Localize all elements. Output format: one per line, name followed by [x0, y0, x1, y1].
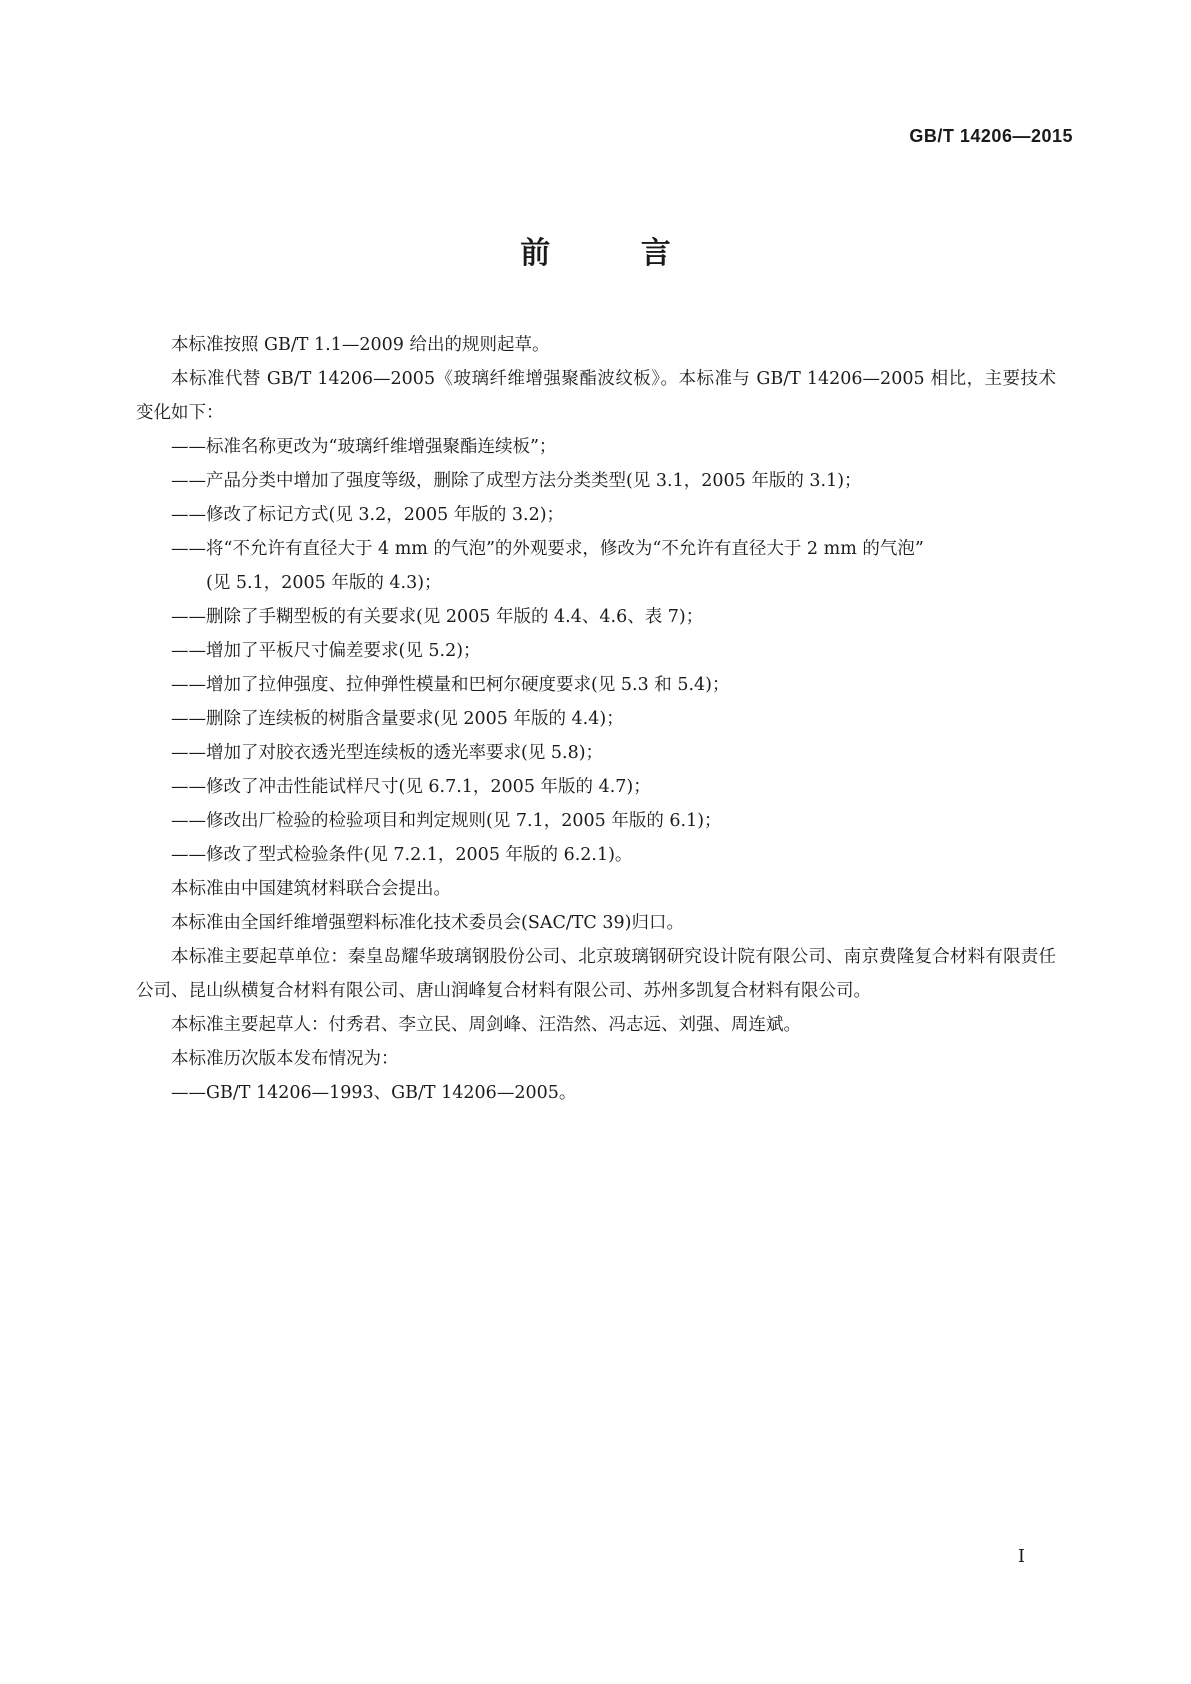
- standard-number: GB/T 14206—2015: [909, 126, 1073, 146]
- list-item: ——产品分类中增加了强度等级，删除了成型方法分类类型(见 3.1，2005 年版的 3.1)；: [171, 471, 862, 491]
- paragraph-drafting-rules: 本标准按照 GB/T 1.1—2009 给出的规则起草。: [171, 335, 550, 355]
- paragraph-proposer: 本标准由中国建筑材料联合会提出。: [171, 879, 451, 899]
- document-body: [136, 328, 1056, 1110]
- list-item: ——标准名称更改为“玻璃纤维增强聚酯连续板”；: [171, 437, 557, 457]
- list-item: ——增加了拉伸强度、拉伸弹性模量和巴柯尔硬度要求(见 5.3 和 5.4)；: [171, 675, 730, 695]
- list-item-continuation: (见 5.1，2005 年版的 4.3)；: [206, 573, 442, 593]
- list-item: ——修改出厂检验的检验项目和判定规则(见 7.1，2005 年版的 6.1)；: [171, 811, 722, 831]
- paragraph-history: 本标准历次版本发布情况为：: [171, 1049, 399, 1069]
- paragraph-drafters: 本标准主要起草人：付秀君、李立民、周剑峰、汪浩然、冯志远、刘强、周连斌。: [171, 1015, 801, 1035]
- page-title: 前 言: [520, 236, 711, 271]
- list-item: ——删除了连续板的树脂含量要求(见 2005 年版的 4.4)；: [171, 709, 624, 729]
- changes-list: [136, 430, 1056, 872]
- list-item: ——修改了标记方式(见 3.2，2005 年版的 3.2)；: [171, 505, 565, 525]
- paragraph-replacement: 本标准代替 GB/T 14206—2005《玻璃纤维增强聚酯波纹板》。本标准与 GB/T 14206—2005 相比，主要技术变化如下：: [136, 369, 1056, 423]
- list-item: ——增加了对胶衣透光型连续板的透光率要求(见 5.8)；: [171, 743, 604, 763]
- list-item: ——增加了平板尺寸偏差要求(见 5.2)；: [171, 641, 481, 661]
- list-item: ——修改了冲击性能试样尺寸(见 6.7.1，2005 年版的 4.7)；: [171, 777, 651, 797]
- list-item: [136, 532, 1056, 600]
- paragraph-drafting-units: 本标准主要起草单位：秦皇岛耀华玻璃钢股份公司、北京玻璃钢研究设计院有限公司、南京费隆复合材料有限责任公司、昆山纵横复合材料有限公司、唐山润峰复合材料有限公司、苏州多凯复合材料有限公司。: [136, 947, 1056, 1001]
- list-item-text: ——将“不允许有直径大于 4 mm 的气泡”的外观要求，修改为“不允许有直径大于 2 mm 的气泡”: [171, 539, 924, 559]
- history-item: ——GB/T 14206—1993、GB/T 14206—2005。: [171, 1083, 577, 1103]
- list-item: ——删除了手糊型板的有关要求(见 2005 年版的 4.4、4.6、表 7)；: [171, 607, 704, 627]
- paragraph-committee: 本标准由全国纤维增强塑料标准化技术委员会(SAC/TC 39)归口。: [171, 913, 684, 933]
- page-number: I: [1017, 1546, 1025, 1567]
- list-item: ——修改了型式检验条件(见 7.2.1，2005 年版的 6.2.1)。: [171, 845, 633, 865]
